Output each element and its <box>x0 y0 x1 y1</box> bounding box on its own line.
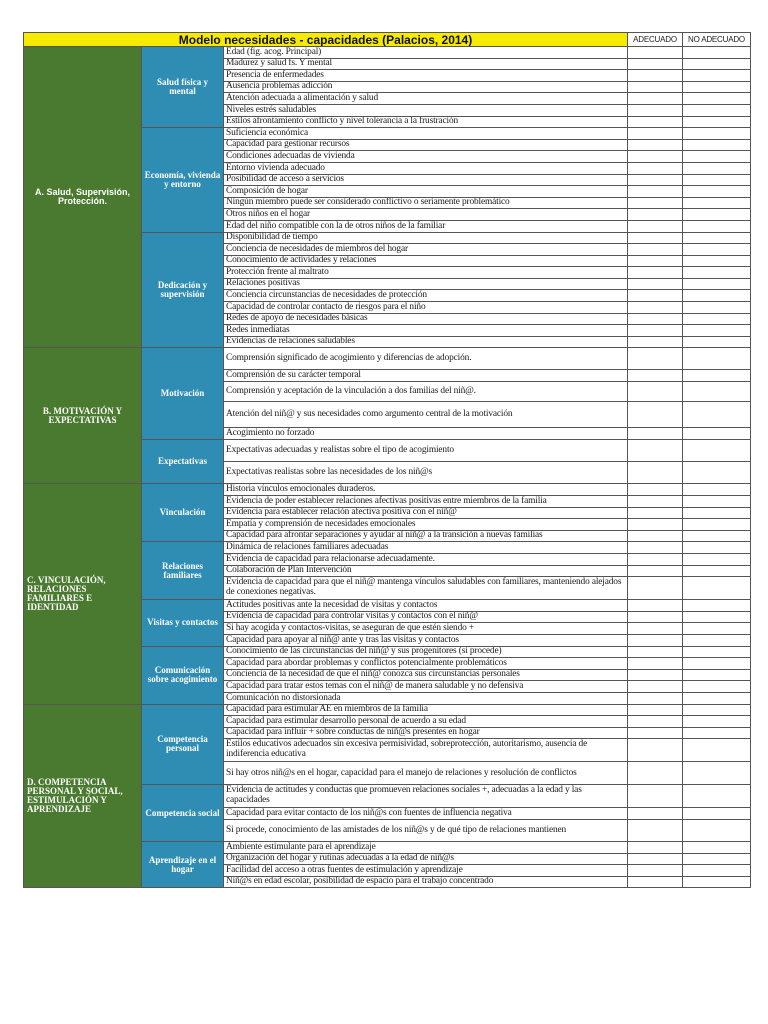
adecuado-cell[interactable] <box>628 565 683 577</box>
no-adecuado-cell[interactable] <box>683 302 751 314</box>
column-header-no-adecuado: NO ADECUADO <box>683 33 751 47</box>
adecuado-cell[interactable] <box>628 278 683 290</box>
criterion-text: Atención adecuada a alimentación y salud <box>224 93 628 105</box>
table-title: Modelo necesidades - capacidades (Palacios, 2014) <box>24 33 628 47</box>
criterion-text: Evidencia de actitudes y conductas que promueven relaciones sociales +, adecuadas a la edad y las capacidades <box>224 785 628 808</box>
subsection-label: Comunicación sobre acogimiento <box>142 646 224 704</box>
no-adecuado-cell[interactable] <box>683 70 751 82</box>
adecuado-cell[interactable] <box>628 139 683 151</box>
criterion-text: Suficiencia económica <box>224 128 628 140</box>
criterion-text: Evidencias de relaciones saludables <box>224 336 628 348</box>
adecuado-cell[interactable] <box>628 186 683 198</box>
adecuado-cell[interactable] <box>628 151 683 163</box>
criterion-text: Historia vínculos emocionales duraderos. <box>224 484 628 496</box>
criterion-text: Disponibilidad de tiempo <box>224 232 628 244</box>
adecuado-cell[interactable] <box>628 382 683 402</box>
adecuado-cell[interactable] <box>628 93 683 105</box>
adecuado-cell[interactable] <box>628 336 683 348</box>
criterion-text: Entorno vivienda adecuado <box>224 162 628 174</box>
no-adecuado-cell[interactable] <box>683 542 751 554</box>
no-adecuado-cell[interactable] <box>683 267 751 279</box>
no-adecuado-cell[interactable] <box>683 197 751 209</box>
adecuado-cell[interactable] <box>628 554 683 566</box>
adecuado-cell[interactable] <box>628 530 683 542</box>
no-adecuado-cell[interactable] <box>683 519 751 531</box>
adecuado-cell[interactable] <box>628 255 683 267</box>
criterion-text: Protección frente al maltrato <box>224 267 628 279</box>
criterion-text: Evidencia de capacidad para que el niñ@ mantenga vínculos saludables con familiares, manteniendo alejados de conexiones negativas. <box>224 577 628 600</box>
no-adecuado-cell[interactable] <box>683 496 751 508</box>
section-label: C. VINCULACIÓN, RELACIONES FAMILIARES E IDENTIDAD <box>24 484 142 704</box>
criterion-text: Atención del niñ@ y sus necesidades como argumento central de la motivación <box>224 402 628 428</box>
adecuado-cell[interactable] <box>628 370 683 382</box>
criterion-text: Capacidad para estimular AE en miembros de la familia <box>224 704 628 716</box>
adecuado-cell[interactable] <box>628 819 683 841</box>
criterion-text: Redes de apoyo de necesidades básicas <box>224 313 628 325</box>
adecuado-cell[interactable] <box>628 841 683 853</box>
subsection-label: Expectativas <box>142 440 224 484</box>
criterion-text: Niñ@s en edad escolar, posibilidad de espacio para el trabajo concentrado <box>224 876 628 888</box>
adecuado-cell[interactable] <box>628 496 683 508</box>
criterion-text: Capacidad para influir + sobre conductas de niñ@s presentes en hogar <box>224 727 628 739</box>
no-adecuado-cell[interactable] <box>683 58 751 70</box>
adecuado-cell[interactable] <box>628 739 683 762</box>
criterion-text: Madurez y salud fs. Y mental <box>224 58 628 70</box>
section-label: D. COMPETENCIA PERSONAL Y SOCIAL, ESTIMULACIÓN Y APRENDIZAJE <box>24 704 142 888</box>
no-adecuado-cell[interactable] <box>683 325 751 337</box>
adecuado-cell[interactable] <box>628 600 683 612</box>
no-adecuado-cell[interactable] <box>683 611 751 623</box>
adecuado-cell[interactable] <box>628 440 683 462</box>
adecuado-cell[interactable] <box>628 785 683 808</box>
no-adecuado-cell[interactable] <box>683 785 751 808</box>
adecuado-cell[interactable] <box>628 507 683 519</box>
table-row <box>24 348 751 370</box>
criterion-text: Si hay otros niñ@s en el hogar, capacidad para el manejo de relaciones y resolución de conflictos <box>224 762 628 785</box>
subsection-label: Competencia personal <box>142 704 224 785</box>
subsection-label: Salud física y mental <box>142 47 224 128</box>
no-adecuado-cell[interactable] <box>683 658 751 670</box>
no-adecuado-cell[interactable] <box>683 716 751 728</box>
criterion-text: Relaciones positivas <box>224 278 628 290</box>
adecuado-cell[interactable] <box>628 808 683 820</box>
no-adecuado-cell[interactable] <box>683 151 751 163</box>
no-adecuado-cell[interactable] <box>683 336 751 348</box>
criterion-text: Ambiente estimulante para el aprendizaje <box>224 841 628 853</box>
criterion-text: Redes inmediatas <box>224 325 628 337</box>
adecuado-cell[interactable] <box>628 762 683 785</box>
criterion-text: Conciencia de la necesidad de que el niñ@ conozca sus circunstancias personales <box>224 669 628 681</box>
adecuado-cell[interactable] <box>628 853 683 865</box>
criterion-text: Conocimiento de las circunstancias del niñ@ y sus progenitores (si procede) <box>224 646 628 658</box>
criterion-text: Evidencia de poder establecer relaciones afectivas positivas entre miembros de la familia <box>224 496 628 508</box>
adecuado-cell[interactable] <box>628 128 683 140</box>
adecuado-cell[interactable] <box>628 116 683 128</box>
adecuado-cell[interactable] <box>628 232 683 244</box>
no-adecuado-cell[interactable] <box>683 232 751 244</box>
criterion-text: Evidencia de capacidad para relacionarse adecuadamente. <box>224 554 628 566</box>
header-row <box>24 33 751 47</box>
section-label: B. MOTIVACIÓN Y EXPECTATIVAS <box>24 348 142 484</box>
no-adecuado-cell[interactable] <box>683 186 751 198</box>
adecuado-cell[interactable] <box>628 197 683 209</box>
adecuado-cell[interactable] <box>628 658 683 670</box>
criterion-text: Niveles estrés saludables <box>224 104 628 116</box>
adecuado-cell[interactable] <box>628 681 683 693</box>
criterion-text: Capacidad para afrontar separaciones y ayudar al niñ@ a la transición a nuevas familias <box>224 530 628 542</box>
adecuado-cell[interactable] <box>628 542 683 554</box>
no-adecuado-cell[interactable] <box>683 348 751 370</box>
no-adecuado-cell[interactable] <box>683 402 751 428</box>
adecuado-cell[interactable] <box>628 244 683 256</box>
criterion-text: Ausencia problemas adicción <box>224 81 628 93</box>
no-adecuado-cell[interactable] <box>683 81 751 93</box>
criterion-text: Comprensión de su carácter temporal <box>224 370 628 382</box>
criterion-text: Estilos educativos adecuados sin excesiva permisividad, sobreprotección, autoritarismo, ausencia de indiferencia educativa <box>224 739 628 762</box>
adecuado-cell[interactable] <box>628 174 683 186</box>
no-adecuado-cell[interactable] <box>683 577 751 600</box>
adecuado-cell[interactable] <box>628 519 683 531</box>
adecuado-cell[interactable] <box>628 611 683 623</box>
subsection-label: Aprendizaje en el hogar <box>142 841 224 887</box>
criterion-text: Conocimiento de actividades y relaciones <box>224 255 628 267</box>
no-adecuado-cell[interactable] <box>683 47 751 59</box>
criterion-text: Ningún miembro puede ser considerado conflictivo o seriamente problemático <box>224 197 628 209</box>
criterion-text: Capacidad para tratar estos temas con el niñ@ de manera saludable y no defensiva <box>224 681 628 693</box>
criterion-text: Capacidad para gestionar recursos <box>224 139 628 151</box>
adecuado-cell[interactable] <box>628 428 683 440</box>
subsection-label: Competencia social <box>142 785 224 842</box>
no-adecuado-cell[interactable] <box>683 440 751 462</box>
adecuado-cell[interactable] <box>628 484 683 496</box>
adecuado-cell[interactable] <box>628 58 683 70</box>
no-adecuado-cell[interactable] <box>683 841 751 853</box>
no-adecuado-cell[interactable] <box>683 704 751 716</box>
no-adecuado-cell[interactable] <box>683 623 751 635</box>
no-adecuado-cell[interactable] <box>683 313 751 325</box>
adecuado-cell[interactable] <box>628 70 683 82</box>
criterion-text: Actitudes positivas ante la necesidad de visitas y contactos <box>224 600 628 612</box>
criterion-text: Composición de hogar <box>224 186 628 198</box>
no-adecuado-cell[interactable] <box>683 428 751 440</box>
criterion-text: Organización del hogar y rutinas adecuadas a la edad de niñ@s <box>224 853 628 865</box>
no-adecuado-cell[interactable] <box>683 634 751 646</box>
no-adecuado-cell[interactable] <box>683 530 751 542</box>
criterion-text: Facilidad del acceso a otras fuentes de estimulación y aprendizaje <box>224 865 628 877</box>
adecuado-cell[interactable] <box>628 669 683 681</box>
subsection-label: Motivación <box>142 348 224 440</box>
no-adecuado-cell[interactable] <box>683 507 751 519</box>
criterion-text: Posibilidad de acceso a servicios <box>224 174 628 186</box>
criterion-text: Conciencia circunstancias de necesidades de protección <box>224 290 628 302</box>
criterion-text: Si hay acogida y contactos-visitas, se aseguran de que estén siendo + <box>224 623 628 635</box>
no-adecuado-cell[interactable] <box>683 370 751 382</box>
criterion-text: Capacidad para evitar contacto de los niñ@s con fuentes de influencia negativa <box>224 808 628 820</box>
adecuado-cell[interactable] <box>628 81 683 93</box>
no-adecuado-cell[interactable] <box>683 290 751 302</box>
no-adecuado-cell[interactable] <box>683 382 751 402</box>
no-adecuado-cell[interactable] <box>683 278 751 290</box>
no-adecuado-cell[interactable] <box>683 739 751 762</box>
subsection-label: Visitas y contactos <box>142 600 224 646</box>
no-adecuado-cell[interactable] <box>683 220 751 232</box>
adecuado-cell[interactable] <box>628 348 683 370</box>
no-adecuado-cell[interactable] <box>683 819 751 841</box>
adecuado-cell[interactable] <box>628 402 683 428</box>
criterion-text: Estilos afrontamiento conflicto y nivel tolerancia a la frustración <box>224 116 628 128</box>
adecuado-cell[interactable] <box>628 290 683 302</box>
adecuado-cell[interactable] <box>628 325 683 337</box>
criterion-text: Edad del niño compatible con la de otros niños de la familiar <box>224 220 628 232</box>
no-adecuado-cell[interactable] <box>683 244 751 256</box>
no-adecuado-cell[interactable] <box>683 876 751 888</box>
no-adecuado-cell[interactable] <box>683 209 751 221</box>
no-adecuado-cell[interactable] <box>683 808 751 820</box>
subsection-label: Dedicación y supervisión <box>142 232 224 348</box>
subsection-label: Vinculación <box>142 484 224 542</box>
adecuado-cell[interactable] <box>628 623 683 635</box>
adecuado-cell[interactable] <box>628 634 683 646</box>
criterion-text: Capacidad de controlar contacto de riesgos para el niño <box>224 302 628 314</box>
no-adecuado-cell[interactable] <box>683 565 751 577</box>
criterion-text: Comunicación no distorsionada <box>224 692 628 704</box>
no-adecuado-cell[interactable] <box>683 174 751 186</box>
no-adecuado-cell[interactable] <box>683 865 751 877</box>
adecuado-cell[interactable] <box>628 865 683 877</box>
no-adecuado-cell[interactable] <box>683 727 751 739</box>
adecuado-cell[interactable] <box>628 220 683 232</box>
no-adecuado-cell[interactable] <box>683 681 751 693</box>
adecuado-cell[interactable] <box>628 313 683 325</box>
criterion-text: Capacidad para apoyar al niñ@ ante y tras las visitas y contactos <box>224 634 628 646</box>
adecuado-cell[interactable] <box>628 577 683 600</box>
adecuado-cell[interactable] <box>628 704 683 716</box>
adecuado-cell[interactable] <box>628 727 683 739</box>
no-adecuado-cell[interactable] <box>683 484 751 496</box>
criterion-text: Capacidad para estimular desarrollo personal de acuerdo a su edad <box>224 716 628 728</box>
no-adecuado-cell[interactable] <box>683 669 751 681</box>
no-adecuado-cell[interactable] <box>683 93 751 105</box>
adecuado-cell[interactable] <box>628 209 683 221</box>
criterion-text: Capacidad para abordar problemas y conflictos potencialmente problemáticos <box>224 658 628 670</box>
no-adecuado-cell[interactable] <box>683 692 751 704</box>
table-row <box>24 704 751 716</box>
criterion-text: Otros niños en el hogar <box>224 209 628 221</box>
subsection-label: Relaciones familiares <box>142 542 224 600</box>
criterion-text: Acogimiento no forzado <box>224 428 628 440</box>
table-row <box>24 47 751 59</box>
criterion-text: Comprensión y aceptación de la vinculación a dos familias del niñ@. <box>224 382 628 402</box>
criterion-text: Conciencia de necesidades de miembros del hogar <box>224 244 628 256</box>
no-adecuado-cell[interactable] <box>683 255 751 267</box>
criterion-text: Evidencia para establecer relación afectiva positiva con el niñ@ <box>224 507 628 519</box>
criterion-text: Evidencia de capacidad para controlar visitas y contactos con el niñ@ <box>224 611 628 623</box>
criterion-text: Condiciones adecuadas de vivienda <box>224 151 628 163</box>
no-adecuado-cell[interactable] <box>683 162 751 174</box>
no-adecuado-cell[interactable] <box>683 853 751 865</box>
criterion-text: Expectativas adecuadas y realistas sobre el tipo de acogimiento <box>224 440 628 462</box>
table-row <box>24 484 751 496</box>
adecuado-cell[interactable] <box>628 267 683 279</box>
no-adecuado-cell[interactable] <box>683 462 751 484</box>
adecuado-cell[interactable] <box>628 692 683 704</box>
no-adecuado-cell[interactable] <box>683 139 751 151</box>
needs-capacities-table <box>23 32 751 888</box>
criterion-text: Comprensión significado de acogimiento y diferencias de adopción. <box>224 348 628 370</box>
criterion-text: Presencia de enfermedades <box>224 70 628 82</box>
no-adecuado-cell[interactable] <box>683 646 751 658</box>
adecuado-cell[interactable] <box>628 646 683 658</box>
subsection-label: Economía, vivienda y entorno <box>142 128 224 232</box>
no-adecuado-cell[interactable] <box>683 104 751 116</box>
criterion-text: Colaboración de Plan Intervención <box>224 565 628 577</box>
no-adecuado-cell[interactable] <box>683 128 751 140</box>
criterion-text: Si procede, conocimiento de las amistades de los niñ@s y de qué tipo de relaciones mantienen <box>224 819 628 841</box>
adecuado-cell[interactable] <box>628 47 683 59</box>
adecuado-cell[interactable] <box>628 302 683 314</box>
no-adecuado-cell[interactable] <box>683 116 751 128</box>
criterion-text: Dinámica de relaciones familiares adecuadas <box>224 542 628 554</box>
adecuado-cell[interactable] <box>628 162 683 174</box>
no-adecuado-cell[interactable] <box>683 762 751 785</box>
no-adecuado-cell[interactable] <box>683 600 751 612</box>
adecuado-cell[interactable] <box>628 104 683 116</box>
criterion-text: Edad (fig. acog. Principal) <box>224 47 628 59</box>
adecuado-cell[interactable] <box>628 462 683 484</box>
adecuado-cell[interactable] <box>628 876 683 888</box>
criterion-text: Empatía y comprensión de necesidades emocionales <box>224 519 628 531</box>
adecuado-cell[interactable] <box>628 716 683 728</box>
criterion-text: Expectativas realistas sobre las necesidades de los niñ@s <box>224 462 628 484</box>
column-header-adecuado: ADECUADO <box>628 33 683 47</box>
no-adecuado-cell[interactable] <box>683 554 751 566</box>
section-label: A. Salud, Supervisión, Protección. <box>24 47 142 348</box>
